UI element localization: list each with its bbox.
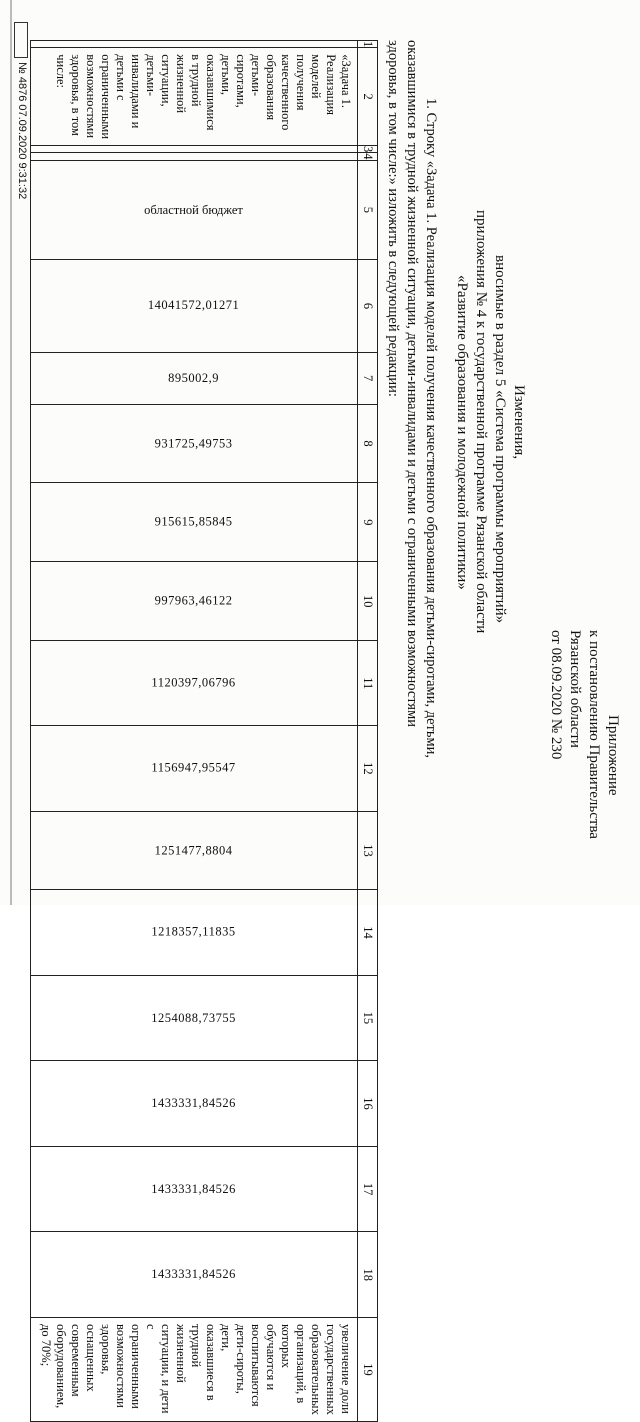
program-table	[30, 40, 378, 1422]
header-line-2: к постановлению Правительства	[586, 630, 602, 839]
header-cell: 6	[358, 260, 378, 352]
header-cell: 15	[358, 975, 378, 1061]
header-cell: 2	[358, 48, 378, 146]
title-line-3: приложения № 4 к государственной программе Рязанской области	[473, 210, 489, 634]
intro-line-2: оказавшимися в трудной жизненной ситуации, детьми-инвалидами и детьми с ограниченными возможностями	[404, 40, 420, 728]
source-cell	[31, 160, 358, 260]
stamp-logo	[14, 22, 28, 58]
value-cell	[31, 562, 358, 641]
value-text: 1433331,84526	[151, 1095, 237, 1110]
value-cell	[31, 404, 358, 483]
value-cell	[31, 1146, 358, 1232]
task-text: «Задача 1. Реализация моделей получения качественного образования детьми-сиротами, детьми, оказавшимися в трудной жизненной ситуации, детьми-инвалидами и детьми с ограниченными возможностями здоровья, в том числе:	[54, 54, 353, 140]
row-number-cell	[31, 41, 358, 48]
value-cell	[31, 641, 358, 726]
task-cell	[31, 48, 358, 146]
value-text: 1433331,84526	[151, 1267, 237, 1282]
value-text: 1433331,84526	[151, 1181, 237, 1196]
header-cell: 17	[358, 1146, 378, 1232]
value-text: 915615,85845	[155, 514, 233, 529]
header-line-1: Приложение	[605, 715, 621, 796]
header-cell: 5	[358, 160, 378, 260]
header-cell: 7	[358, 352, 378, 404]
header-cell: 8	[358, 404, 378, 483]
value-text: 997963,46122	[155, 593, 233, 608]
document-number: № 4876 07.09.2020 9:31:32	[16, 62, 28, 200]
header-cell: 14	[358, 890, 378, 975]
result-cell	[31, 1318, 358, 1422]
header-line-3: Рязанской области	[567, 630, 583, 748]
title-line-1: Изменения,	[511, 385, 527, 460]
empty-cell	[31, 146, 358, 153]
value-cell	[31, 811, 358, 890]
header-cell: 18	[358, 1232, 378, 1318]
value-cell	[31, 352, 358, 404]
value-cell	[31, 975, 358, 1061]
intro-line-3: здоровья, в том числе:» изложить в следующей редакции:	[385, 40, 401, 397]
table-header-row	[358, 41, 378, 1422]
header-cell: 9	[358, 483, 378, 562]
header-cell: 13	[358, 811, 378, 890]
value-text: 14041572,01271	[148, 298, 240, 313]
header-cell: 3	[358, 146, 378, 153]
header-line-4: от 08.09.2020 № 230	[548, 630, 564, 760]
value-text: 1254088,73755	[151, 1010, 237, 1025]
result-text: увеличение доли государственных образовательных организаций, в которых обучаются и воспитываются дети-сироты, дети, оказавшиеся в трудной жизненной ситуации, и дети с ограниченными возможностями здоровья, оснащенных современным оборудованием, до 70%;	[39, 1324, 353, 1415]
scan-edge	[10, 0, 12, 905]
empty-cell	[31, 153, 358, 160]
header-cell: 10	[358, 562, 378, 641]
value-text: 1251477,8804	[155, 842, 233, 857]
title-line-4: «Развитие образования и молодежной политики»	[454, 275, 470, 590]
header-cell: 4	[358, 153, 378, 160]
value-cell	[31, 1061, 358, 1147]
header-cell: 19	[358, 1318, 378, 1422]
header-cell: 12	[358, 726, 378, 811]
value-cell	[31, 1232, 358, 1318]
value-text: 1218357,11835	[151, 924, 237, 939]
header-cell: 16	[358, 1061, 378, 1147]
header-cell: 1	[358, 41, 378, 48]
value-text: 1156947,95547	[151, 760, 237, 775]
title-line-2: вносимые в раздел 5 «Система программы мероприятий»	[492, 255, 508, 624]
value-cell	[31, 890, 358, 975]
value-cell	[31, 726, 358, 811]
value-text: 931725,49753	[155, 435, 233, 450]
header-cell: 11	[358, 641, 378, 726]
value-cell	[31, 260, 358, 352]
intro-line-1: 1. Строку «Задача 1. Реализация моделей получения качественного образования детьми-сиротами, детьми,	[423, 98, 439, 759]
value-cell	[31, 483, 358, 562]
value-text: 895002,9	[168, 370, 220, 385]
source-text: областной бюджет	[144, 202, 244, 217]
table-row	[31, 41, 358, 1422]
value-text: 1120397,06796	[151, 675, 237, 690]
